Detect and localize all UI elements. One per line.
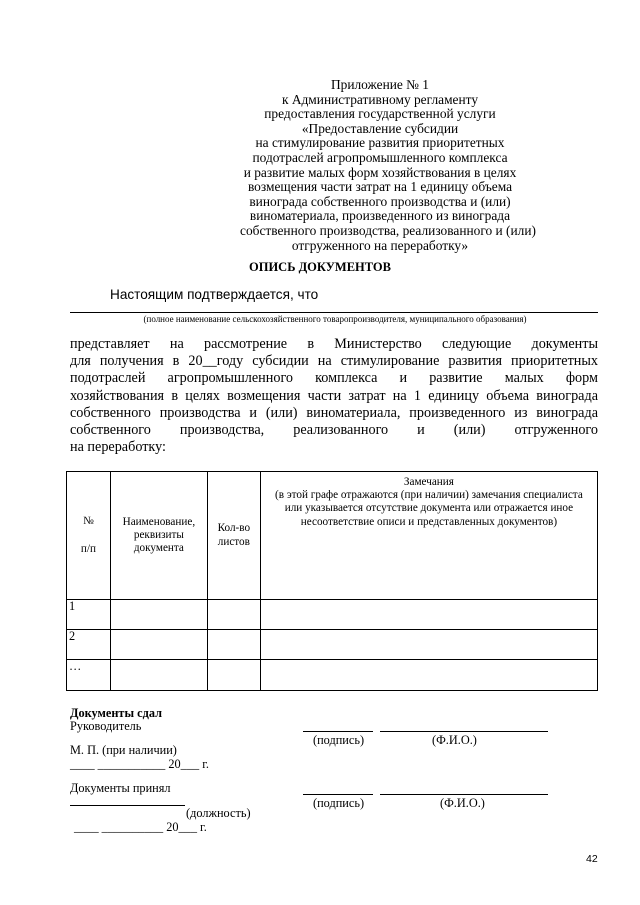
name-fill-line bbox=[70, 312, 598, 313]
cell-sheet-count[interactable] bbox=[207, 600, 260, 630]
cell-doc-name[interactable] bbox=[110, 630, 207, 660]
cell-doc-name[interactable] bbox=[110, 660, 207, 691]
cell-doc-name[interactable] bbox=[110, 600, 207, 630]
appendix-line: на стимулирование развития приоритетных bbox=[255, 135, 505, 151]
appendix-header bbox=[240, 77, 536, 253]
cell-sheet-count[interactable] bbox=[207, 660, 260, 691]
paragraph-line: представляет на рассмотрение в Министерство следующие документы bbox=[70, 336, 598, 352]
header-doc-name: Наименование, реквизиты документа bbox=[110, 472, 207, 600]
name-caption: (полное наименование сельскохозяйственного товаропроизводителя, муниципального образования) bbox=[143, 314, 527, 324]
received-date-line: ____ __________ 20___ г. bbox=[74, 820, 207, 834]
cell-notes[interactable] bbox=[260, 600, 597, 630]
appendix-line: предоставления государственной услуги bbox=[264, 106, 496, 122]
table-row: 2 bbox=[67, 630, 598, 660]
documents-table bbox=[66, 471, 598, 691]
appendix-line: Приложение № 1 bbox=[330, 77, 430, 92]
paragraph-line: подотраслей агропромышленного комплекса и развитие малых форм bbox=[70, 370, 598, 387]
received-signature-label: (подпись) bbox=[313, 796, 365, 810]
header-notes: Замечания (в этой графе отражаются (при наличии) замечания специалиста или указывается отсутствие документа или отражается иное несоответствие описи и представленных документов) bbox=[260, 472, 597, 600]
position-label: (должность) bbox=[186, 806, 251, 820]
received-heading: Документы принял bbox=[70, 781, 171, 795]
handed-signature-label: (подпись) bbox=[313, 733, 365, 747]
appendix-line: к Административному регламенту bbox=[281, 91, 479, 107]
appendix-line: и развитие малых форм хозяйствования в целях bbox=[243, 164, 517, 180]
handed-fio-line[interactable] bbox=[380, 731, 548, 732]
handed-fio-label: (Ф.И.О.) bbox=[432, 733, 477, 747]
table-row: 1 bbox=[67, 600, 598, 630]
body-paragraph bbox=[70, 336, 598, 456]
received-fio-label: (Ф.И.О.) bbox=[440, 796, 485, 810]
paragraph-line: на переработку: bbox=[70, 439, 166, 456]
appendix-line: отгруженного на переработку» bbox=[291, 237, 469, 253]
handed-date-line: ____ ___________ 20___ г. bbox=[70, 757, 209, 771]
header-number: № п/п bbox=[67, 472, 111, 600]
page-number: 42 bbox=[586, 853, 598, 865]
cell-notes[interactable] bbox=[260, 630, 597, 660]
document-title: ОПИСЬ ДОКУМЕНТОВ bbox=[249, 260, 391, 274]
received-position-line[interactable] bbox=[70, 805, 185, 806]
paragraph-line: хозяйствования в целях возмещения части затрат на 1 единицу объема винограда bbox=[70, 387, 598, 404]
header-sheet-count: Кол-во листов bbox=[207, 472, 260, 600]
cell-sheet-count[interactable] bbox=[207, 630, 260, 660]
handed-over-heading: Документы сдал bbox=[70, 706, 162, 720]
received-signature-line[interactable] bbox=[303, 794, 373, 795]
table-row: … bbox=[67, 660, 598, 691]
paragraph-line: для получения в 20__году субсидии на стимулирование развития приоритетных bbox=[70, 353, 598, 370]
appendix-line: подотраслей агропромышленного комплекса bbox=[252, 149, 508, 165]
paragraph-line: собственного производства и (или) виноматериала, произведенного из винограда bbox=[70, 404, 598, 421]
cell-notes[interactable] bbox=[260, 660, 597, 691]
appendix-line: собственного производства, реализованного и (или) bbox=[240, 222, 536, 238]
received-fio-line[interactable] bbox=[380, 794, 548, 795]
handed-over-role: Руководитель bbox=[70, 719, 142, 733]
appendix-line: винограда собственного производства и (или) bbox=[249, 193, 511, 209]
confirm-text: Настоящим подтверждается, что bbox=[110, 287, 319, 302]
table-header-row bbox=[67, 472, 598, 600]
handed-signature-line[interactable] bbox=[303, 731, 373, 732]
appendix-line: возмещения части затрат на 1 единицу объема bbox=[247, 179, 513, 195]
appendix-line: «Предоставление субсидии bbox=[301, 120, 459, 136]
paragraph-line: собственного производства, реализованного и (или) отгруженного bbox=[70, 422, 598, 439]
appendix-line: виноматериала, произведенного из винограда bbox=[249, 208, 511, 224]
stamp-label: М. П. (при наличии) bbox=[70, 743, 177, 757]
